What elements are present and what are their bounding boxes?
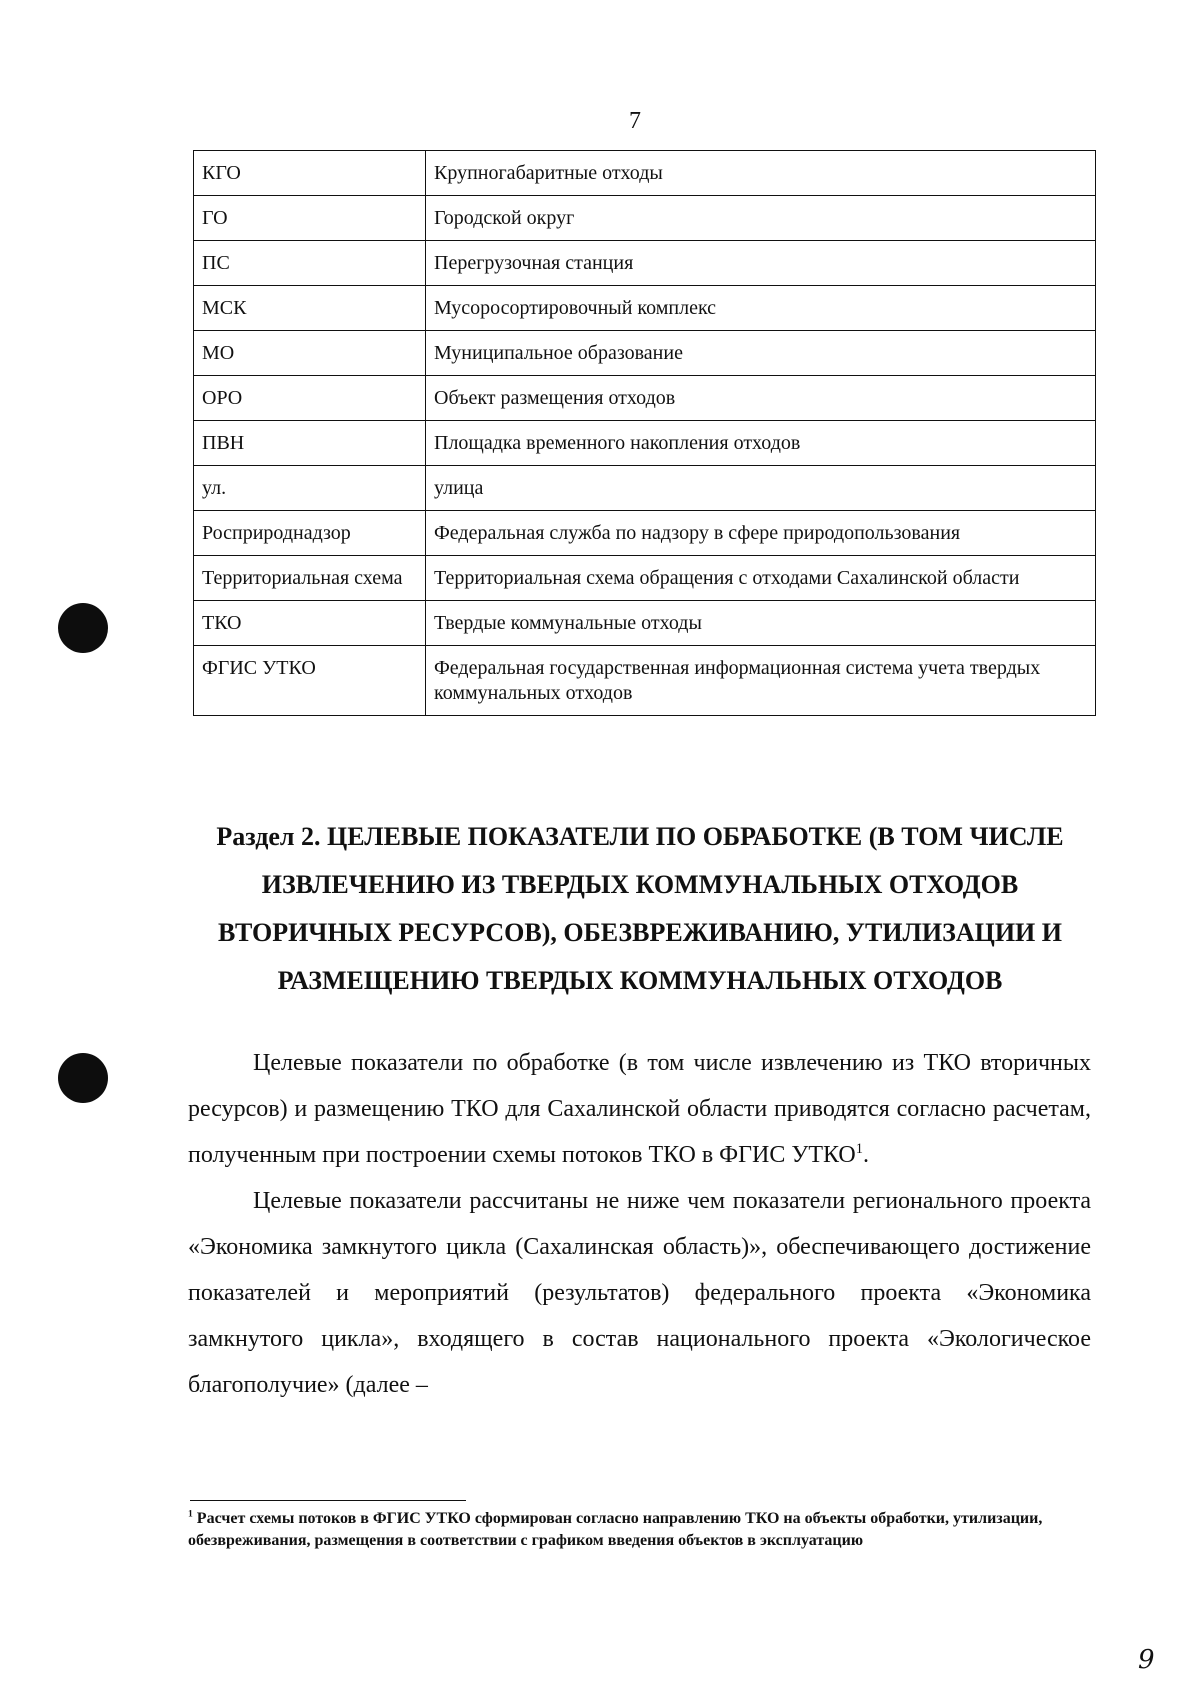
section-body: [188, 1040, 1091, 1408]
table-row: [194, 376, 1096, 421]
handwritten-page-number: 9: [1138, 1645, 1155, 1675]
table-row: [194, 601, 1096, 646]
definition-cell: Территориальная схема обращения с отходами Сахалинской области: [426, 556, 1096, 601]
abbreviation-cell: МСК: [194, 286, 426, 331]
footnote: [188, 1508, 1088, 1552]
definition-cell: Перегрузочная станция: [426, 241, 1096, 286]
paragraph: [188, 1040, 1091, 1178]
table-row: [194, 286, 1096, 331]
definition-cell: Муниципальное образование: [426, 331, 1096, 376]
table-row: [194, 646, 1096, 716]
abbreviation-cell: ГО: [194, 196, 426, 241]
abbreviation-cell: ПС: [194, 241, 426, 286]
definition-cell: Федеральная служба по надзору в сфере природопользования: [426, 511, 1096, 556]
table-row: [194, 241, 1096, 286]
punch-hole: [58, 603, 108, 653]
table-row: [194, 331, 1096, 376]
abbreviations-table-body: [194, 151, 1096, 716]
definition-cell: улица: [426, 466, 1096, 511]
abbreviation-cell: Территориальная схема: [194, 556, 426, 601]
abbreviation-cell: ул.: [194, 466, 426, 511]
table-row: [194, 511, 1096, 556]
footnote-text: Расчет схемы потоков в ФГИС УТКО сформирован согласно направлению ТКО на объекты обработки, утилизации, обезвреживания, размещения в соответствии с графиком введения объектов в эксплуатацию: [188, 1510, 1043, 1549]
abbreviation-cell: КГО: [194, 151, 426, 196]
definition-cell: Крупногабаритные отходы: [426, 151, 1096, 196]
footnote-reference[interactable]: 1: [855, 1141, 863, 1157]
paragraph: Целевые показатели рассчитаны не ниже чем показатели регионального проекта «Экономика замкнутого цикла (Сахалинская область)», обеспечивающего достижение показателей и мероприятий (результатов) федерального проекта «Экономика замкнутого цикла», входящего в состав национального проекта «Экологическое благополучие» (далее –: [188, 1188, 1091, 1398]
definition-cell: Площадка временного накопления отходов: [426, 421, 1096, 466]
table-row: [194, 196, 1096, 241]
definition-cell: Объект размещения отходов: [426, 376, 1096, 421]
abbreviations-table: [193, 150, 1096, 716]
section-heading: Раздел 2. ЦЕЛЕВЫЕ ПОКАЗАТЕЛИ ПО ОБРАБОТКЕ (В ТОМ ЧИСЛЕ ИЗВЛЕЧЕНИЮ ИЗ ТВЕРДЫХ КОММУНАЛЬНЫХ ОТХОДОВ ВТОРИЧНЫХ РЕСУРСОВ), ОБЕЗВРЕЖИВАНИЮ, УТИЛИЗАЦИИ И РАЗМЕЩЕНИЮ ТВЕРДЫХ КОММУНАЛЬНЫХ ОТХОДОВ: [216, 822, 1064, 995]
table-row: [194, 151, 1096, 196]
abbreviation-cell: МО: [194, 331, 426, 376]
definition-cell: Мусоросортировочный комплекс: [426, 286, 1096, 331]
abbreviation-cell: ОРО: [194, 376, 426, 421]
definition-cell: Твердые коммунальные отходы: [426, 601, 1096, 646]
table-row: [194, 556, 1096, 601]
footnote-marker: 1: [188, 1508, 193, 1520]
punch-hole: [58, 1053, 108, 1103]
footnote-divider: [190, 1500, 466, 1501]
abbreviation-cell: ПВН: [194, 421, 426, 466]
definition-cell: Городской округ: [426, 196, 1096, 241]
abbreviation-cell: Росприроднадзор: [194, 511, 426, 556]
paragraph-text: Целевые показатели по обработке (в том числе извлечению из ТКО вторичных ресурсов) и размещению ТКО для Сахалинской области приводятся согласно расчетам, полученным при построении схемы потоков ТКО в ФГИС УТКО: [188, 1050, 1091, 1168]
paragraph-end: .: [862, 1142, 869, 1168]
table-row: [194, 466, 1096, 511]
definition-cell: Федеральная государственная информационная система учета твердых коммунальных отходов: [426, 646, 1096, 716]
table-row: [194, 421, 1096, 466]
abbreviation-cell: ТКО: [194, 601, 426, 646]
abbreviation-cell: ФГИС УТКО: [194, 646, 426, 716]
page-number: 7: [629, 108, 641, 134]
